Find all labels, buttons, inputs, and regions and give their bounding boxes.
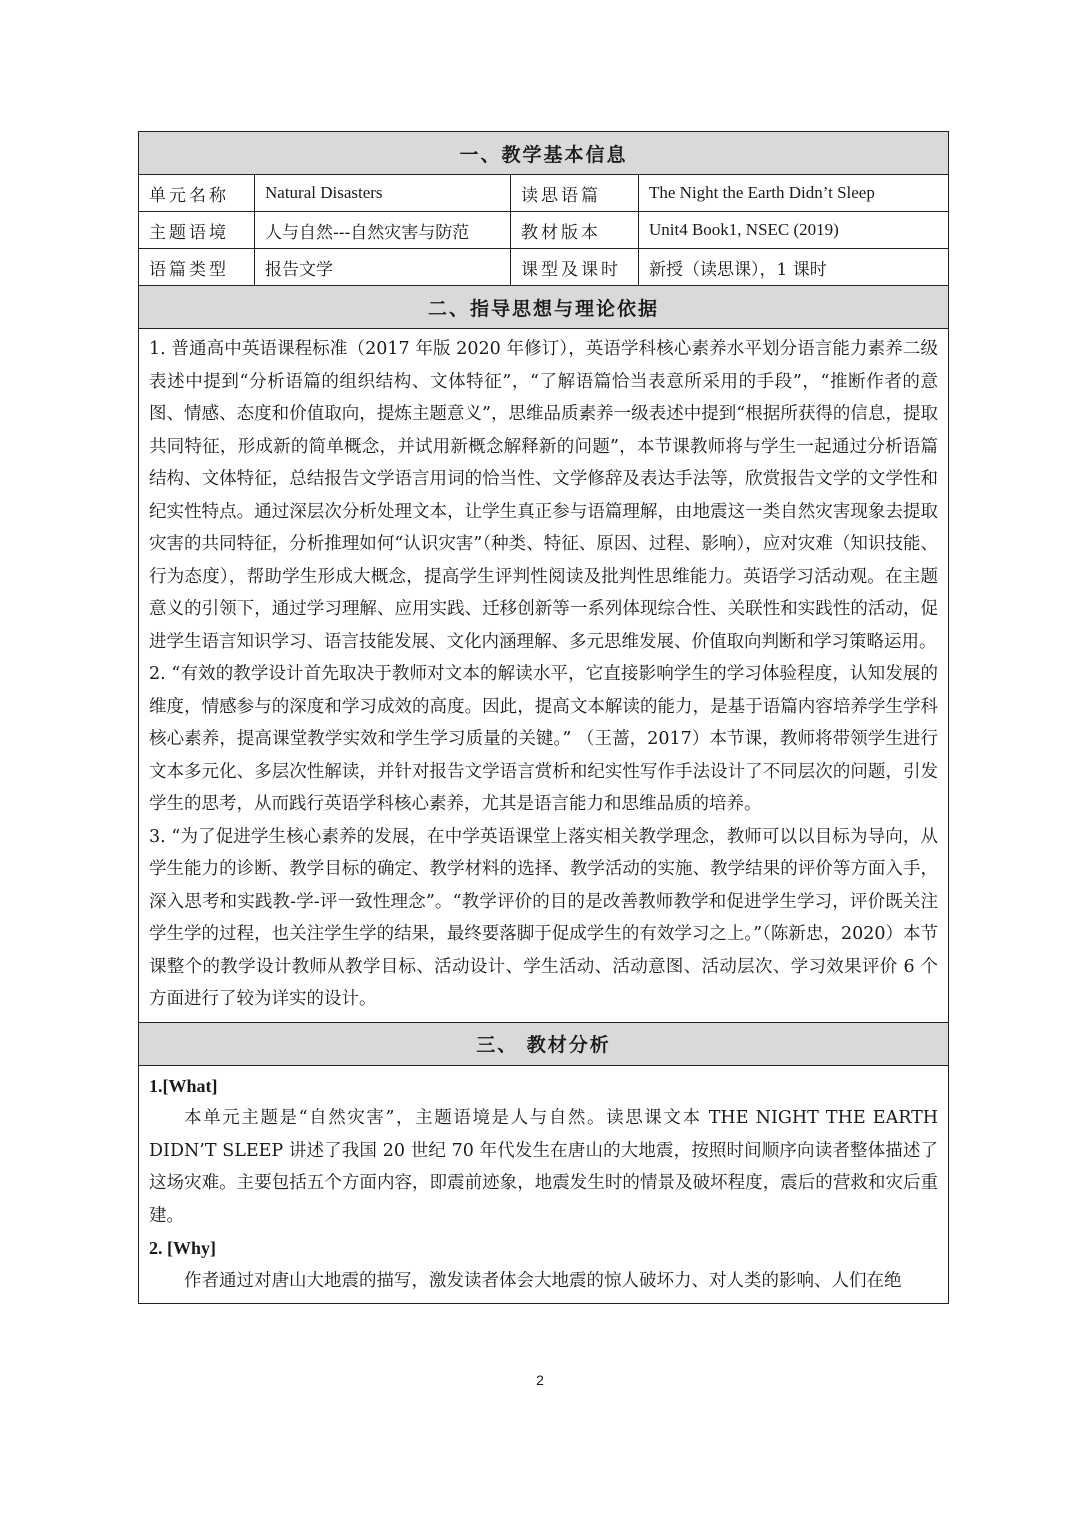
lesson-plan-table <box>138 131 949 1304</box>
info-row <box>139 212 949 249</box>
page-number: 2 <box>536 1372 544 1388</box>
section3-title: 三、 教材分析 <box>139 1022 949 1065</box>
why-heading: 2. [Why] <box>149 1238 216 1258</box>
what-heading: 1.[What] <box>149 1075 218 1096</box>
unit-name-value: Natural Disasters <box>255 175 511 212</box>
section2-body-row <box>139 329 949 1023</box>
reading-text-value: The Night the Earth Didn’t Sleep <box>639 175 949 212</box>
theme-context-label: 主题语境 <box>139 212 255 249</box>
why-paragraph: 作者通过对唐山大地震的描写，激发读者体会大地震的惊人破坏力、对人类的影响、人们在绝 <box>184 1270 902 1291</box>
section2-header-row <box>139 286 949 329</box>
reading-text-label: 读思语篇 <box>511 175 639 212</box>
unit-name-label: 单元名称 <box>139 175 255 212</box>
what-paragraph: 本单元主题是“自然灾害”，主题语境是人与自然。读思课文本 THE NIGHT THE EARTH DIDN’T SLEEP 讲述了我国 20 世纪 70 年代发生在唐山的大地震，按照时间顺序向读者整体描述了这场灾难。主要包括五个方面内容，即震前迹象，地震发生时的情景及破坏程度，震后的营救和灾后重建。 <box>149 1108 939 1226</box>
text-type-label: 语篇类型 <box>139 249 255 286</box>
section1-header-row <box>139 132 949 175</box>
section2-title: 二、指导思想与理论依据 <box>139 286 949 329</box>
section2-body <box>139 329 949 1023</box>
section1-title: 一、教学基本信息 <box>139 132 949 175</box>
lesson-type-label: 课型及课时 <box>511 249 639 286</box>
theory-paragraph-2: 2. “有效的教学设计首先取决于教师对文本的解读水平，它直接影响学生的学习体验程度，认知发展的维度，情感参与的深度和学习成效的高度。因此，提高文本解读的能力，是基于语篇内容培养学生学科核心素养，提高课堂教学实效和学生学习质量的关键。” （王蔷，2017）本节课，教师将带领学生进行文本多元化、多层次性解读，并针对报告文学语言赏析和纪实性写作手法设计了不同层次的问题，引发学生的思考，从而践行英语学科核心素养，尤其是语言能力和思维品质的培养。 <box>149 664 939 814</box>
section3-body-row <box>139 1065 949 1304</box>
theme-context-value: 人与自然---自然灾害与防范 <box>255 212 511 249</box>
text-type-value: 报告文学 <box>255 249 511 286</box>
section3-header-row <box>139 1022 949 1065</box>
lesson-type-value: 新授（读思课），1 课时 <box>639 249 949 286</box>
section3-body <box>139 1065 949 1304</box>
theory-paragraph-3: 3. “为了促进学生核心素养的发展，在中学英语课堂上落实相关教学理念，教师可以以目标为导向，从学生能力的诊断、教学目标的确定、教学材料的选择、教学活动的实施、教学结果的评价等方面入手，深入思考和实践教-学-评一致性理念”。“教学评价的目的是改善教师教学和促进学生学习，评价既关注学生学的过程，也关注学生学的结果，最终要落脚于促成学生的有效学习之上。”（陈新忠，2020）本节课整个的教学设计教师从教学目标、活动设计、学生活动、活动意图、活动层次、学习效果评价 6 个方面进行了较为详实的设计。 <box>149 826 939 1009</box>
theory-paragraph-1: 1. 普通高中英语课程标准（2017 年版 2020 年修订），英语学科核心素养水平划分语言能力素养二级表述中提到“分析语篇的组织结构、文体特征”，“了解语篇恰当表意所采用的手段”，“推断作者的意图、情感、态度和价值取向，提炼主题意义”，思维品质素养一级表述中提到“根据所获得的信息，提取共同特征，形成新的简单概念，并试用新概念解释新的问题”，本节课教师将与学生一起通过分析语篇结构、文体特征，总结报告文学语言用词的恰当性、文学修辞及表达手法等，欣赏报告文学的文学性和纪实性特点。通过深层次分析处理文本，让学生真正参与语篇理解，由地震这一类自然灾害现象去提取灾害的共同特征，分析推理如何“认识灾害”（种类、特征、原因、过程、影响），应对灾难（知识技能、行为态度），帮助学生形成大概念，提高学生评判性阅读及批判性思维能力。英语学习活动观。在主题意义的引领下，通过学习理解、应用实践、迁移创新等一系列体现综合性、关联性和实践性的活动，促进学生语言知识学习、语言技能发展、文化内涵理解、多元思维发展、价值取向判断和学习策略运用。 <box>149 339 939 652</box>
textbook-edition-label: 教材版本 <box>511 212 639 249</box>
info-row <box>139 249 949 286</box>
textbook-edition-value: Unit4 Book1, NSEC (2019) <box>639 212 949 249</box>
info-row <box>139 175 949 212</box>
